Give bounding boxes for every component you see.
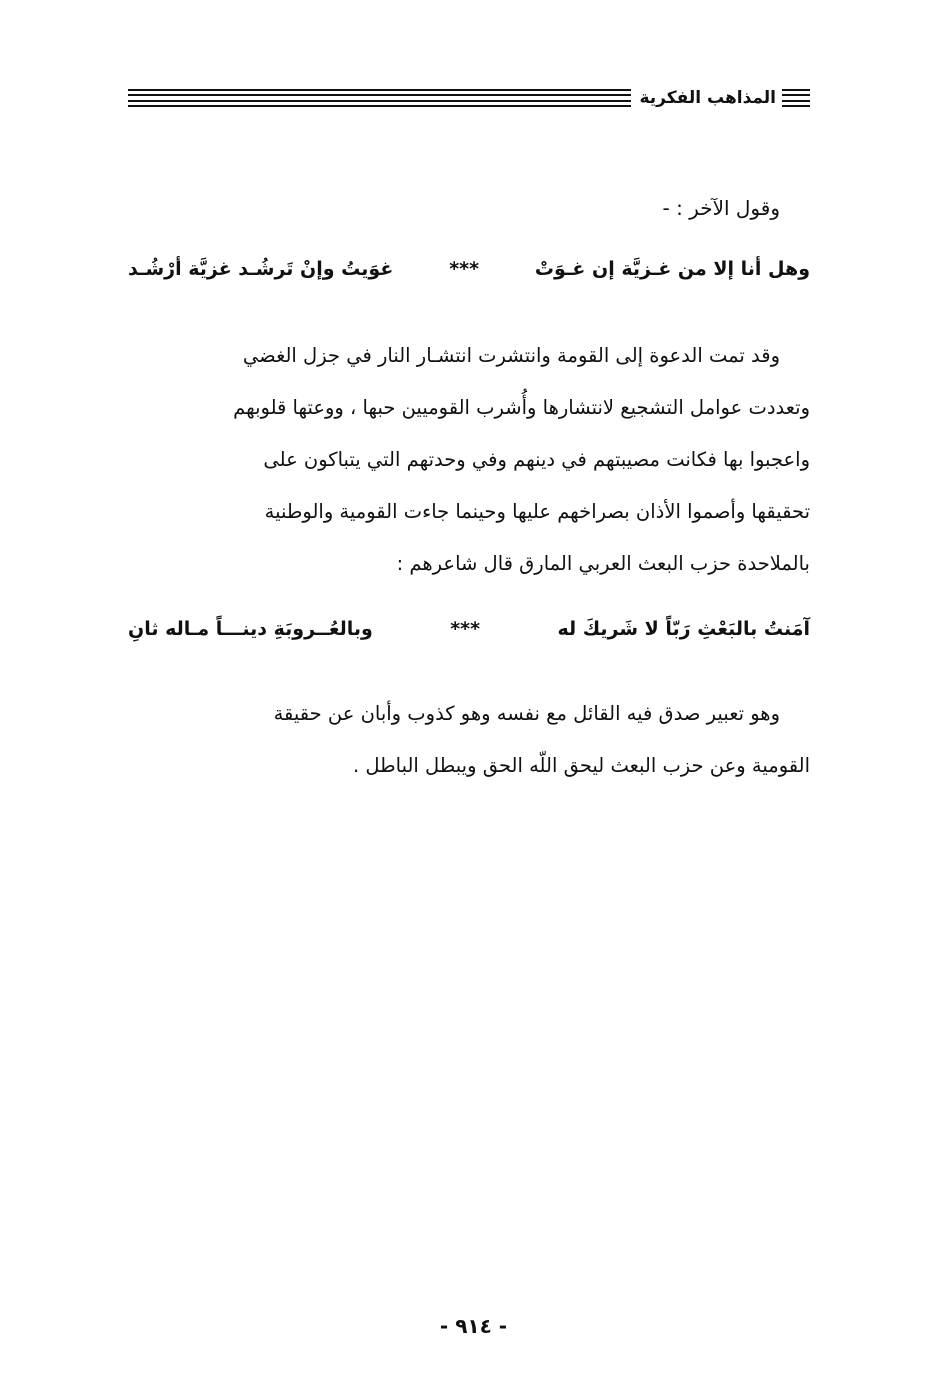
header-title: المذاهب الفكرية <box>639 88 776 108</box>
paragraph-1-line: تحقيقها وأصموا الأذان بصراخهم عليها وحينما جاءت القومية والوطنية <box>264 500 810 523</box>
paragraph-1-line: وقد تمت الدعوة إلى القومة وانتشرت انتشـار النار في جزل الغضي <box>242 344 780 367</box>
paragraph-2-line: وهو تعبير صدق فيه القائل مع نفسه وهو كذوب وأبان عن حقيقة <box>273 702 780 725</box>
paragraph-1-line: واعجبوا بها فكانت مصيبتهم في دينهم وفي وحدتهم التي يتباكون على <box>263 448 810 471</box>
paragraph-1-line: وتعددت عوامل التشجيع لانتشارها وأُشرب القوميين حبها ، ووعتها قلوبهم <box>233 396 810 419</box>
verse-2-separator: *** <box>450 618 481 640</box>
verse-1-separator: *** <box>449 258 480 280</box>
running-header <box>128 86 810 110</box>
intro-line: وقول الآخر : - <box>662 196 780 220</box>
header-rule <box>128 89 631 107</box>
header-lines-icon <box>782 89 810 107</box>
verse-1-first-hemistich: وهل أنا إلا من غـزيَّة إن غـوَتْ <box>534 258 810 280</box>
verse-1 <box>128 258 810 280</box>
verse-2 <box>128 618 810 640</box>
verse-1-second-hemistich: غوَيتُ وإنْ تَرشُـد غزيَّة أرْشُـد <box>128 258 394 280</box>
paragraph-2-line: القومية وعن حزب البعث ليحق اللّه الحق ويبطل الباطل . <box>352 754 810 777</box>
paragraph-1 <box>128 330 810 590</box>
verse-2-first-hemistich: آمَنتُ بالبَعْثِ رَبّاً لا شَريكَ له <box>557 618 810 640</box>
paragraph-2 <box>128 688 810 792</box>
page-number: - ٩١٤ - <box>439 1314 508 1338</box>
paragraph-1-line: بالملاحدة حزب البعث العربي المارق قال شاعرهم : <box>396 552 810 575</box>
verse-2-second-hemistich: وبالعُــروبَةِ دينـــاً مـاله ثانِ <box>128 618 373 640</box>
